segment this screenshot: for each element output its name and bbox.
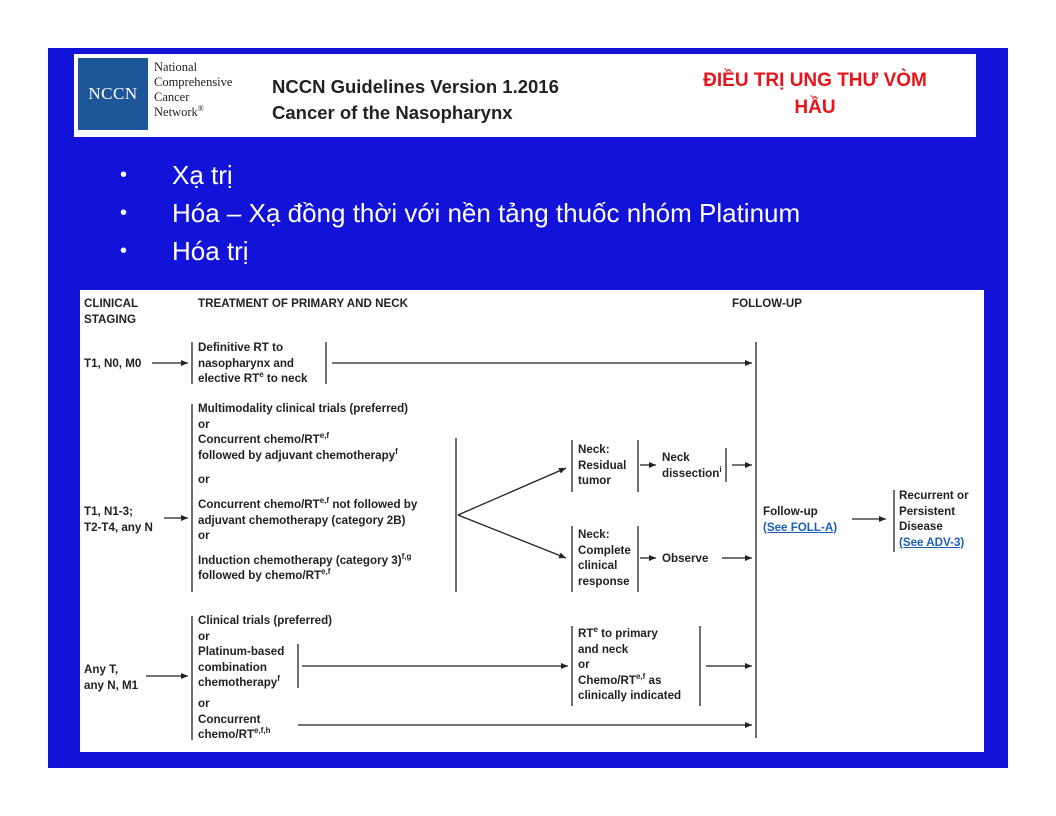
definitive-rt-box: Definitive RT to nasopharynx and elective $RT^e$ to neck (198, 341, 308, 386)
treatment-flowchart (80, 290, 984, 752)
option-concurrent: Concurrent (198, 712, 261, 726)
header-clinical-staging: CLINICAL STAGING (84, 297, 139, 326)
stage-t1-n0-m0: T1, N0, M0 (84, 357, 142, 370)
bullet-item (120, 156, 800, 194)
bullet-marker: • (120, 164, 128, 186)
option-platinum: Platinum-based (198, 645, 285, 659)
neck-residual-tumor-box: Neck: Residual tumor (578, 443, 627, 488)
guideline-title-block (272, 74, 559, 126)
rt-or-chemo-result-box: $RT^e$ to primary and neck or Chemo/RT$^{e,f}$ as clinically indicated (578, 625, 682, 703)
treatment-options-row2: Multimodality clinical trials (preferred) or Concurrent chemo/RT$^{e,f}$ followed by adjuvant chemotherapy$^f$ or Concurrent chemo/RT$^{e,f}$ not followed by adjuvant chemotherapy (category 2B) or Induction chemotherapy (category 3)$^{f,g}$ followed by chemo/RT$^{e,f}$ (198, 402, 418, 583)
slide-title-line: HẦU (794, 97, 836, 118)
see-foll-a-link[interactable]: (See FOLL-A) (763, 520, 838, 534)
org-line: National (154, 60, 198, 74)
logo-text: NCCN (88, 84, 138, 103)
option-multimodality: Multimodality clinical trials (preferred) (198, 402, 409, 415)
org-name (154, 60, 232, 120)
bullet-marker: • (120, 240, 128, 262)
nccn-logo (78, 58, 148, 130)
branch-up-arrow (458, 468, 566, 515)
option-clinical-trials: Clinical trials (preferred) (198, 614, 333, 627)
see-adv-3-link[interactable]: (See ADV-3) (899, 535, 965, 549)
neck-dissection-box: Neck dissection$^i$ (662, 451, 722, 480)
slide-title-line: ĐIỀU TRỊ UNG THƯ VÒM (703, 70, 927, 91)
or-label: or (198, 529, 210, 543)
bullet-marker: • (120, 202, 128, 224)
recurrent-disease-box: Recurrent or Persistent Disease (See ADV-3) (899, 489, 969, 549)
bullet-list (120, 156, 800, 270)
observe-box: Observe (662, 552, 709, 565)
neck-complete-response-box: Neck: Complete clinical response (578, 528, 631, 588)
header-followup: FOLLOW-UP (732, 297, 802, 310)
slide-background (48, 48, 1008, 768)
org-line: Cancer (154, 90, 190, 104)
or-label: or (198, 417, 210, 431)
guideline-title: NCCN Guidelines Version 1.2016 (272, 76, 559, 97)
org-line: Comprehensive (154, 75, 233, 89)
registered-mark: ® (197, 103, 204, 113)
treatment-options-row3: Clinical trials (preferred) or Platinum-based combination chemotherapy$^f$ or Concurrent chemo/RT$^{e,f,h}$ (198, 614, 333, 742)
header-banner (74, 54, 976, 134)
option-induction: Induction chemotherapy (category 3)$^{f,g}$ (198, 551, 412, 567)
option-concurrent-no-adjuvant: Concurrent chemo/RT$^{e,f}$ not followed by (198, 496, 418, 511)
slide-title (662, 67, 968, 121)
bullet-text: Hóa trị (172, 236, 249, 266)
or-label: or (198, 629, 210, 643)
or-label: or (198, 696, 210, 710)
stage-t1-n1-3: T1, N1-3; T2-T4, any N (84, 505, 153, 534)
bullet-text: Xạ trị (172, 160, 233, 190)
guideline-subtitle: Cancer of the Nasopharynx (272, 102, 513, 123)
option-concurrent-adjuvant: Concurrent chemo/RT$^{e,f}$ (198, 431, 330, 447)
or-label: or (198, 473, 210, 487)
org-line: Network® (154, 103, 204, 119)
stage-any-t-m1: Any T, any N, M1 (84, 663, 139, 692)
header-treatment: TREATMENT OF PRIMARY AND NECK (198, 297, 408, 310)
bullet-text: Hóa – Xạ đồng thời với nền tảng thuốc nhóm Platinum (172, 198, 801, 228)
header-divider (74, 134, 976, 137)
branch-down-arrow (458, 515, 566, 558)
followup-box: Follow-up (See FOLL-A) (763, 505, 838, 534)
bullet-item (120, 194, 800, 232)
bullet-item (120, 232, 800, 270)
